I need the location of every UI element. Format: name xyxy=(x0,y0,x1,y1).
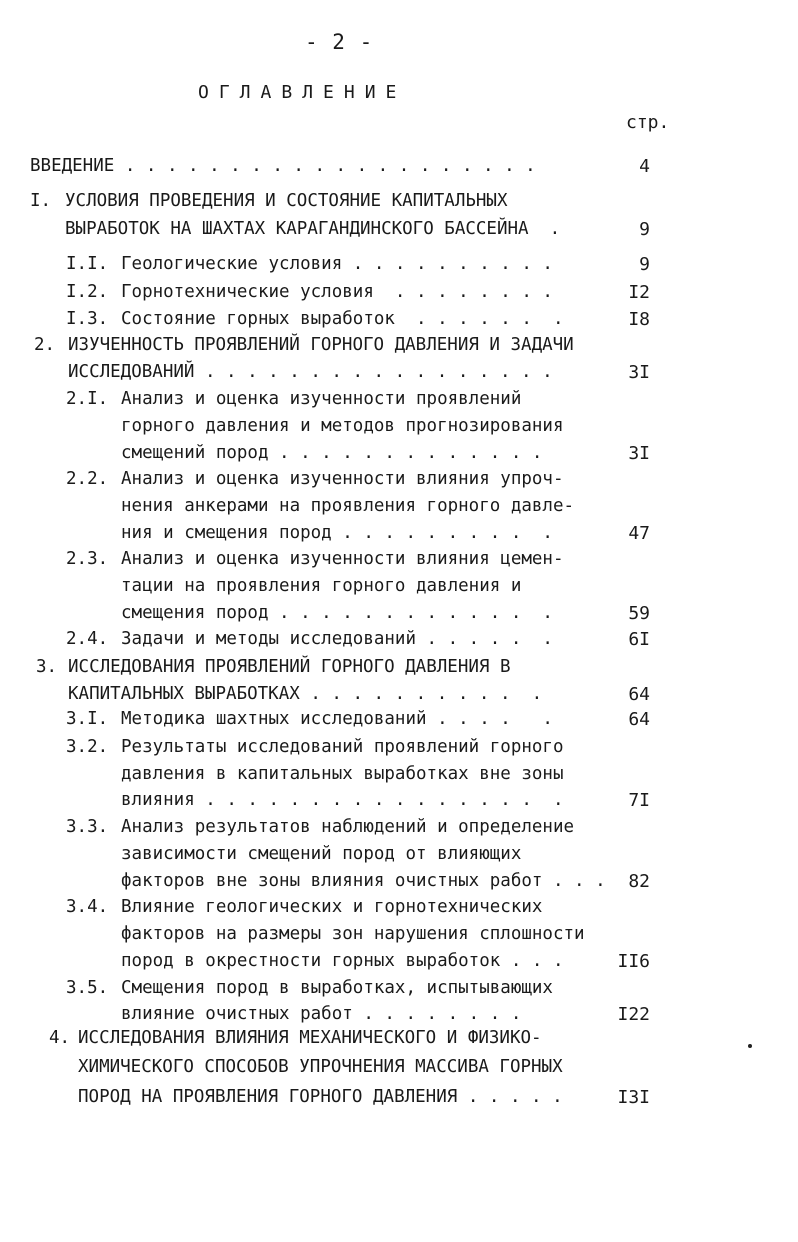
toc-entry-page: 64 xyxy=(628,709,650,730)
toc-entry-text: Результаты исследований проявлений горного xyxy=(121,737,564,757)
toc-entry-page: 64 xyxy=(628,684,650,705)
column-header-page: стр. xyxy=(626,112,670,133)
toc-entry-text: смещения пород . . . . . . . . . . . . . xyxy=(121,603,553,623)
toc-entry-text: Геологические условия . . . . . . . . . . xyxy=(121,254,553,274)
toc-entry-number: I.I. xyxy=(66,254,109,274)
toc-entry-page: 7I xyxy=(628,790,650,811)
toc-entry-number: 3.5. xyxy=(66,978,109,998)
toc-entry-text: ИССЛЕДОВАНИЯ ВЛИЯНИЯ МЕХАНИЧЕСКОГО И ФИЗИКО- xyxy=(78,1028,542,1048)
toc-entry-text: тации на проявления горного давления и xyxy=(121,576,522,596)
toc-entry-text: УСЛОВИЯ ПРОВЕДЕНИЯ И СОСТОЯНИЕ КАПИТАЛЬНЫХ xyxy=(65,191,508,211)
toc-entry-text: факторов вне зоны влияния очистных работ . . . xyxy=(121,871,606,891)
toc-entry-page: I3I xyxy=(617,1087,650,1108)
toc-entry-page: 59 xyxy=(628,603,650,624)
toc-entry-text: Состояние горных выработок . . . . . . . xyxy=(121,309,564,329)
toc-entry-page: 4 xyxy=(639,156,650,177)
toc-entry-page: II6 xyxy=(617,951,650,972)
toc-entry-number: 2. xyxy=(34,335,56,355)
toc-entry-page: 9 xyxy=(639,254,650,275)
toc-entry-text: нения анкерами на проявления горного давле- xyxy=(121,496,575,516)
toc-entry-number: 2.3. xyxy=(66,549,109,569)
toc-entry-text: влияния . . . . . . . . . . . . . . . . . xyxy=(121,790,564,810)
toc-entry-page: 47 xyxy=(628,523,650,544)
toc-entry-number: I.2. xyxy=(66,282,109,302)
toc-entry-page: 3I xyxy=(628,443,650,464)
toc-entry-text: Горнотехнические условия . . . . . . . . xyxy=(121,282,553,302)
toc-entry-text: влияние очистных работ . . . . . . . . xyxy=(121,1004,522,1024)
toc-entry-page: 6I xyxy=(628,629,650,650)
toc-entry-number: 3.4. xyxy=(66,897,109,917)
scan-speck xyxy=(748,1044,752,1048)
toc-entry-number: I.3. xyxy=(66,309,109,329)
toc-entry-number: 2.4. xyxy=(66,629,109,649)
toc-entry-number: 3.2. xyxy=(66,737,109,757)
toc-entry-text: пород в окрестности горных выработок . . . xyxy=(121,951,564,971)
toc-entry-number: 3.3. xyxy=(66,817,109,837)
toc-entry-text: Анализ и оценка изученности влияния упроч- xyxy=(121,469,564,489)
toc-entry-text: ния и смещения пород . . . . . . . . . . xyxy=(121,523,553,543)
toc-entry-page: 3I xyxy=(628,362,650,383)
toc-entry-text: Анализ результатов наблюдений и определение xyxy=(121,817,575,837)
toc-entry-text: ПОРОД НА ПРОЯВЛЕНИЯ ГОРНОГО ДАВЛЕНИЯ . . . . . xyxy=(78,1087,563,1107)
toc-entry-page: I22 xyxy=(617,1004,650,1025)
toc-entry-text: ИССЛЕДОВАНИЙ . . . . . . . . . . . . . . . . . xyxy=(68,362,553,382)
toc-entry-text: горного давления и методов прогнозирования xyxy=(121,416,564,436)
toc-entry-number: 4. xyxy=(49,1028,71,1048)
toc-entry-number: 3. xyxy=(36,657,58,677)
toc-entry-text: Задачи и методы исследований . . . . . . xyxy=(121,629,553,649)
toc-entry-page: I2 xyxy=(628,282,650,303)
toc-entry-text: ИССЛЕДОВАНИЯ ПРОЯВЛЕНИЙ ГОРНОГО ДАВЛЕНИЯ В xyxy=(68,657,511,677)
toc-entry-text: зависимости смещений пород от влияющих xyxy=(121,844,522,864)
toc-entry-text: ХИМИЧЕСКОГО СПОСОБОВ УПРОЧНЕНИЯ МАССИВА ГОРНЫХ xyxy=(78,1057,563,1077)
toc-entry-number: 3.I. xyxy=(66,709,109,729)
toc-entry-text: ВВЕДЕНИЕ . . . . . . . . . . . . . . . . . . . . xyxy=(30,156,536,176)
toc-entry-page: 82 xyxy=(628,871,650,892)
toc-entry-number: 2.I. xyxy=(66,389,109,409)
page-title: ОГЛАВЛЕНИЕ xyxy=(198,82,407,103)
toc-entry-text: факторов на размеры зон нарушения сплошности xyxy=(121,924,585,944)
toc-entry-text: давления в капитальных выработках вне зоны xyxy=(121,764,564,784)
toc-entry-text: Анализ и оценка изученности влияния цемен- xyxy=(121,549,564,569)
toc-entry-text: КАПИТАЛЬНЫХ ВЫРАБОТКАХ . . . . . . . . . . . xyxy=(68,684,543,704)
toc-entry-text: смещений пород . . . . . . . . . . . . . xyxy=(121,443,543,463)
page-number: - 2 - xyxy=(305,30,374,54)
toc-entry-text: Методика шахтных исследований . . . . . xyxy=(121,709,553,729)
toc-entry-page: 9 xyxy=(639,219,650,240)
toc-entry-text: ВЫРАБОТОК НА ШАХТАХ КАРАГАНДИНСКОГО БАССЕЙНА . xyxy=(65,219,561,239)
toc-entry-number: I. xyxy=(30,191,52,211)
toc-entry-text: Анализ и оценка изученности проявлений xyxy=(121,389,522,409)
toc-entry-page: I8 xyxy=(628,309,650,330)
toc-entry-text: Смещения пород в выработках, испытывающих xyxy=(121,978,553,998)
toc-entry-number: 2.2. xyxy=(66,469,109,489)
toc-entry-text: Влияние геологических и горнотехнических xyxy=(121,897,543,917)
toc-entry-text: ИЗУЧЕННОСТЬ ПРОЯВЛЕНИЙ ГОРНОГО ДАВЛЕНИЯ И ЗАДАЧИ xyxy=(68,335,574,355)
